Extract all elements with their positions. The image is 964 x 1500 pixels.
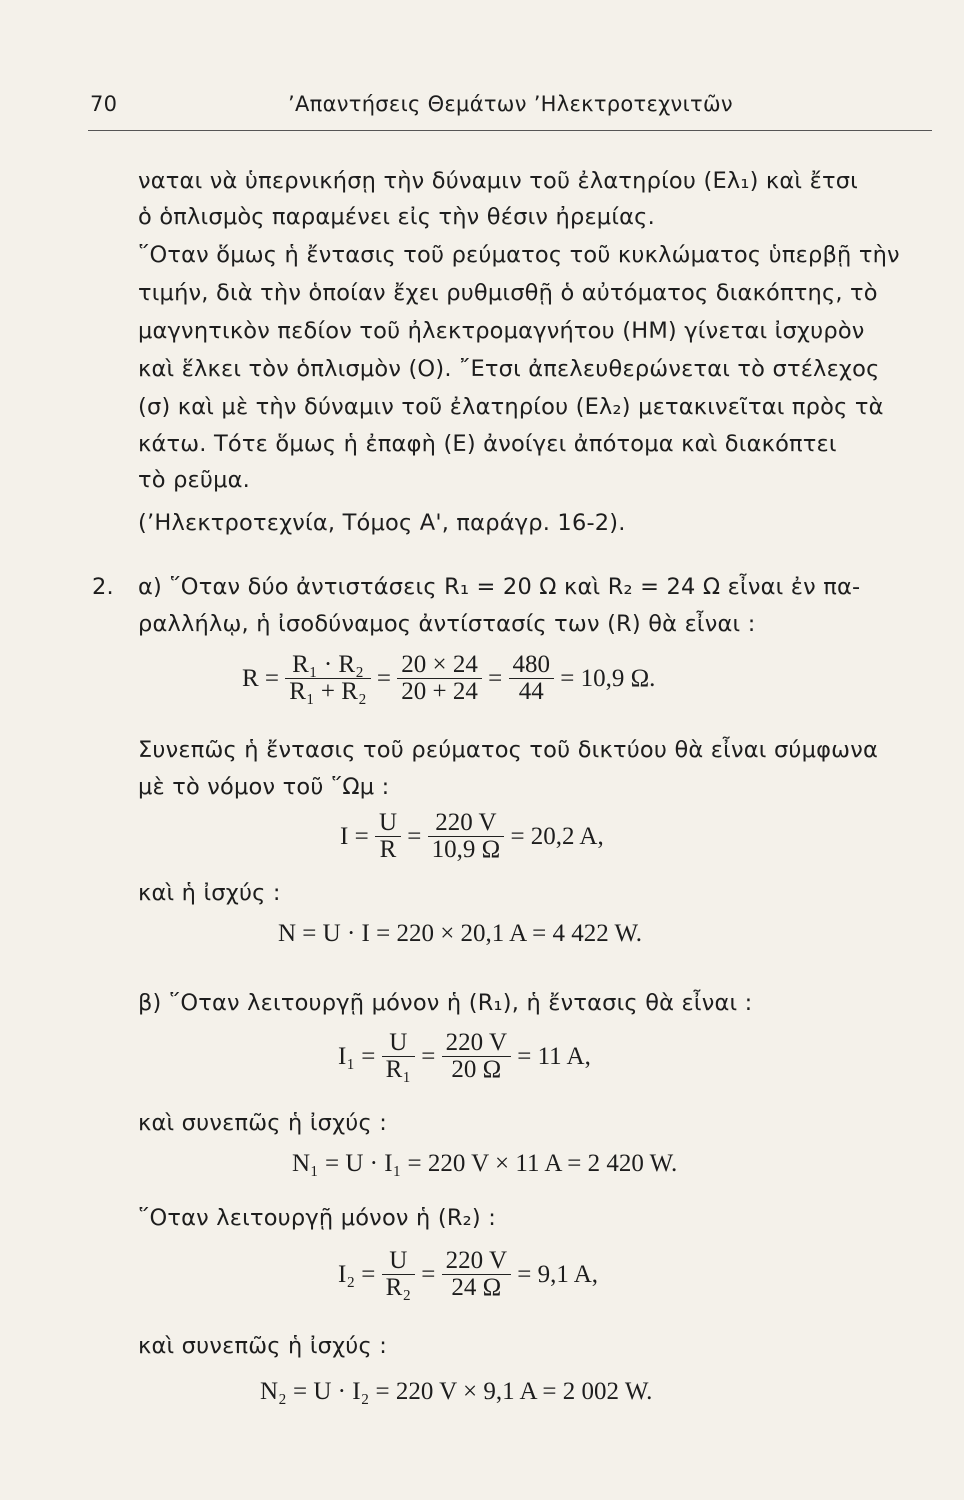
fraction: $\frac{20 \times 24}{20 + 24}$ [397,652,482,706]
text-line: ναται νὰ ὑπερνικήσῃ τὴν δύναμιν τοῦ ἐλατηρίου (Ελ₁) καὶ ἔτσι [138,168,858,194]
equation-current-r2: I₂ = $\frac{U}{\text{R₂}}$ = $\frac{220 V}{24 \Omega}$ = 9,1 A, [338,1247,599,1302]
fraction: $\frac{220 V}{10,9 \Omega}$ [428,810,505,864]
page-header [90,92,930,128]
page-number: 70 [90,92,118,116]
equation-power: N = U · I = 220 × 20,1 A = 4 422 W. [278,920,643,947]
text-line: μαγνητικὸν πεδίον τοῦ ἠλεκτρομαγνήτου (ΗΜ) γίνεται ἰσχυρὸν [138,318,865,344]
text-line: κάτω. Τότε ὅμως ἡ ἐπαφὴ (Ε) ἀνοίγει ἀπότομα καὶ διακόπτει [138,431,837,457]
fraction: $\frac{U}{\text{R₂}}$ [382,1248,415,1302]
equation-resistance: R = $\frac{\text{R₁ · R₂}}{\text{R₁ + R₂}}$ = $\frac{20 \times 24}{20 + 24}$ = $\frac{480}{44}$ = 10,9 Ω. [242,651,656,706]
equation-current-r1: I₁ = $\frac{U}{\text{R₁}}$ = $\frac{220 V}{20 \Omega}$ = 11 A, [338,1029,591,1084]
fraction: $\frac{480}{44}$ [509,652,555,706]
text-line: Συνεπῶς ἡ ἔντασις τοῦ ρεύματος τοῦ δικτύου θὰ εἶναι σύμφωνα [138,737,879,763]
text-line: τὸ ρεῦμα. [138,467,251,493]
header-rule [88,130,932,131]
text-line: καὶ συνεπῶς ἡ ἰσχύς : [138,1333,388,1359]
text-line: ῞Οταν ὅμως ἡ ἔντασις τοῦ ρεύματος τοῦ κυκλώματος ὑπερβῇ τὴν [138,242,900,268]
text-line: α) ῞Οταν δύο ἀντιστάσεις R₁ = 20 Ω καὶ R₂ = 24 Ω εἶναι ἐν πα- [138,574,861,600]
reference-line: (’Ηλεκτροτεχνία, Τόμος Α', παράγρ. 16-2). [138,510,626,536]
text-line: μὲ τὸ νόμον τοῦ ῞Ωμ : [138,774,390,800]
question-number: 2. [92,574,114,600]
equation-current: I = $\frac{U}{R}$ = $\frac{220 V}{10,9 \Omega}$ = 20,2 A, [340,809,604,864]
equation-power-r1: N₁ = U · I₁ = 220 V × 11 A = 2 420 W. [292,1150,678,1177]
text-line: (σ) καὶ μὲ τὴν δύναμιν τοῦ ἐλατηρίου (Ελ₂) μετακινεῖται πρὸς τὰ [138,394,884,420]
equation-power-r2: N₂ = U · I₂ = 220 V × 9,1 A = 2 002 W. [260,1378,653,1405]
fraction: $\frac{U}{R}$ [375,810,401,864]
fraction: $\frac{U}{\text{R₁}}$ [382,1030,415,1084]
text-line: ὁ ὁπλισμὸς παραμένει εἰς τὴν θέσιν ἠρεμίας. [138,204,655,230]
text-line: β) ῞Οταν λειτουργῇ μόνον ἡ (R₁), ἡ ἔντασις θὰ εἶναι : [138,990,753,1016]
fraction: $\frac{\text{R₁ · R₂}}{\text{R₁ + R₂}}$ [285,652,370,706]
text-line: τιμήν, διὰ τὴν ὁποίαν ἔχει ρυθμισθῇ ὁ αὐτόματος διακόπτης, τὸ [138,280,878,306]
text-line: ραλλήλῳ, ἡ ἰσοδύναμος ἀντίστασίς των (R) θὰ εἶναι : [138,611,756,637]
text-line: καὶ ἕλκει τὸν ὁπλισμὸν (Ο). ῎Ετσι ἀπελευθερώνεται τὸ στέλεχος [138,356,880,382]
fraction: $\frac{220 V}{24 \Omega}$ [442,1248,511,1302]
running-title: ’Απαντήσεις Θεμάτων ’Ηλεκτροτεχνιτῶν [288,92,733,116]
text-line: ῞Οταν λειτουργῇ μόνον ἡ (R₂) : [138,1205,496,1231]
fraction: $\frac{220 V}{20 \Omega}$ [442,1030,511,1084]
text-line: καὶ ἡ ἰσχύς : [138,880,281,906]
text-line: καὶ συνεπῶς ἡ ἰσχύς : [138,1110,388,1136]
